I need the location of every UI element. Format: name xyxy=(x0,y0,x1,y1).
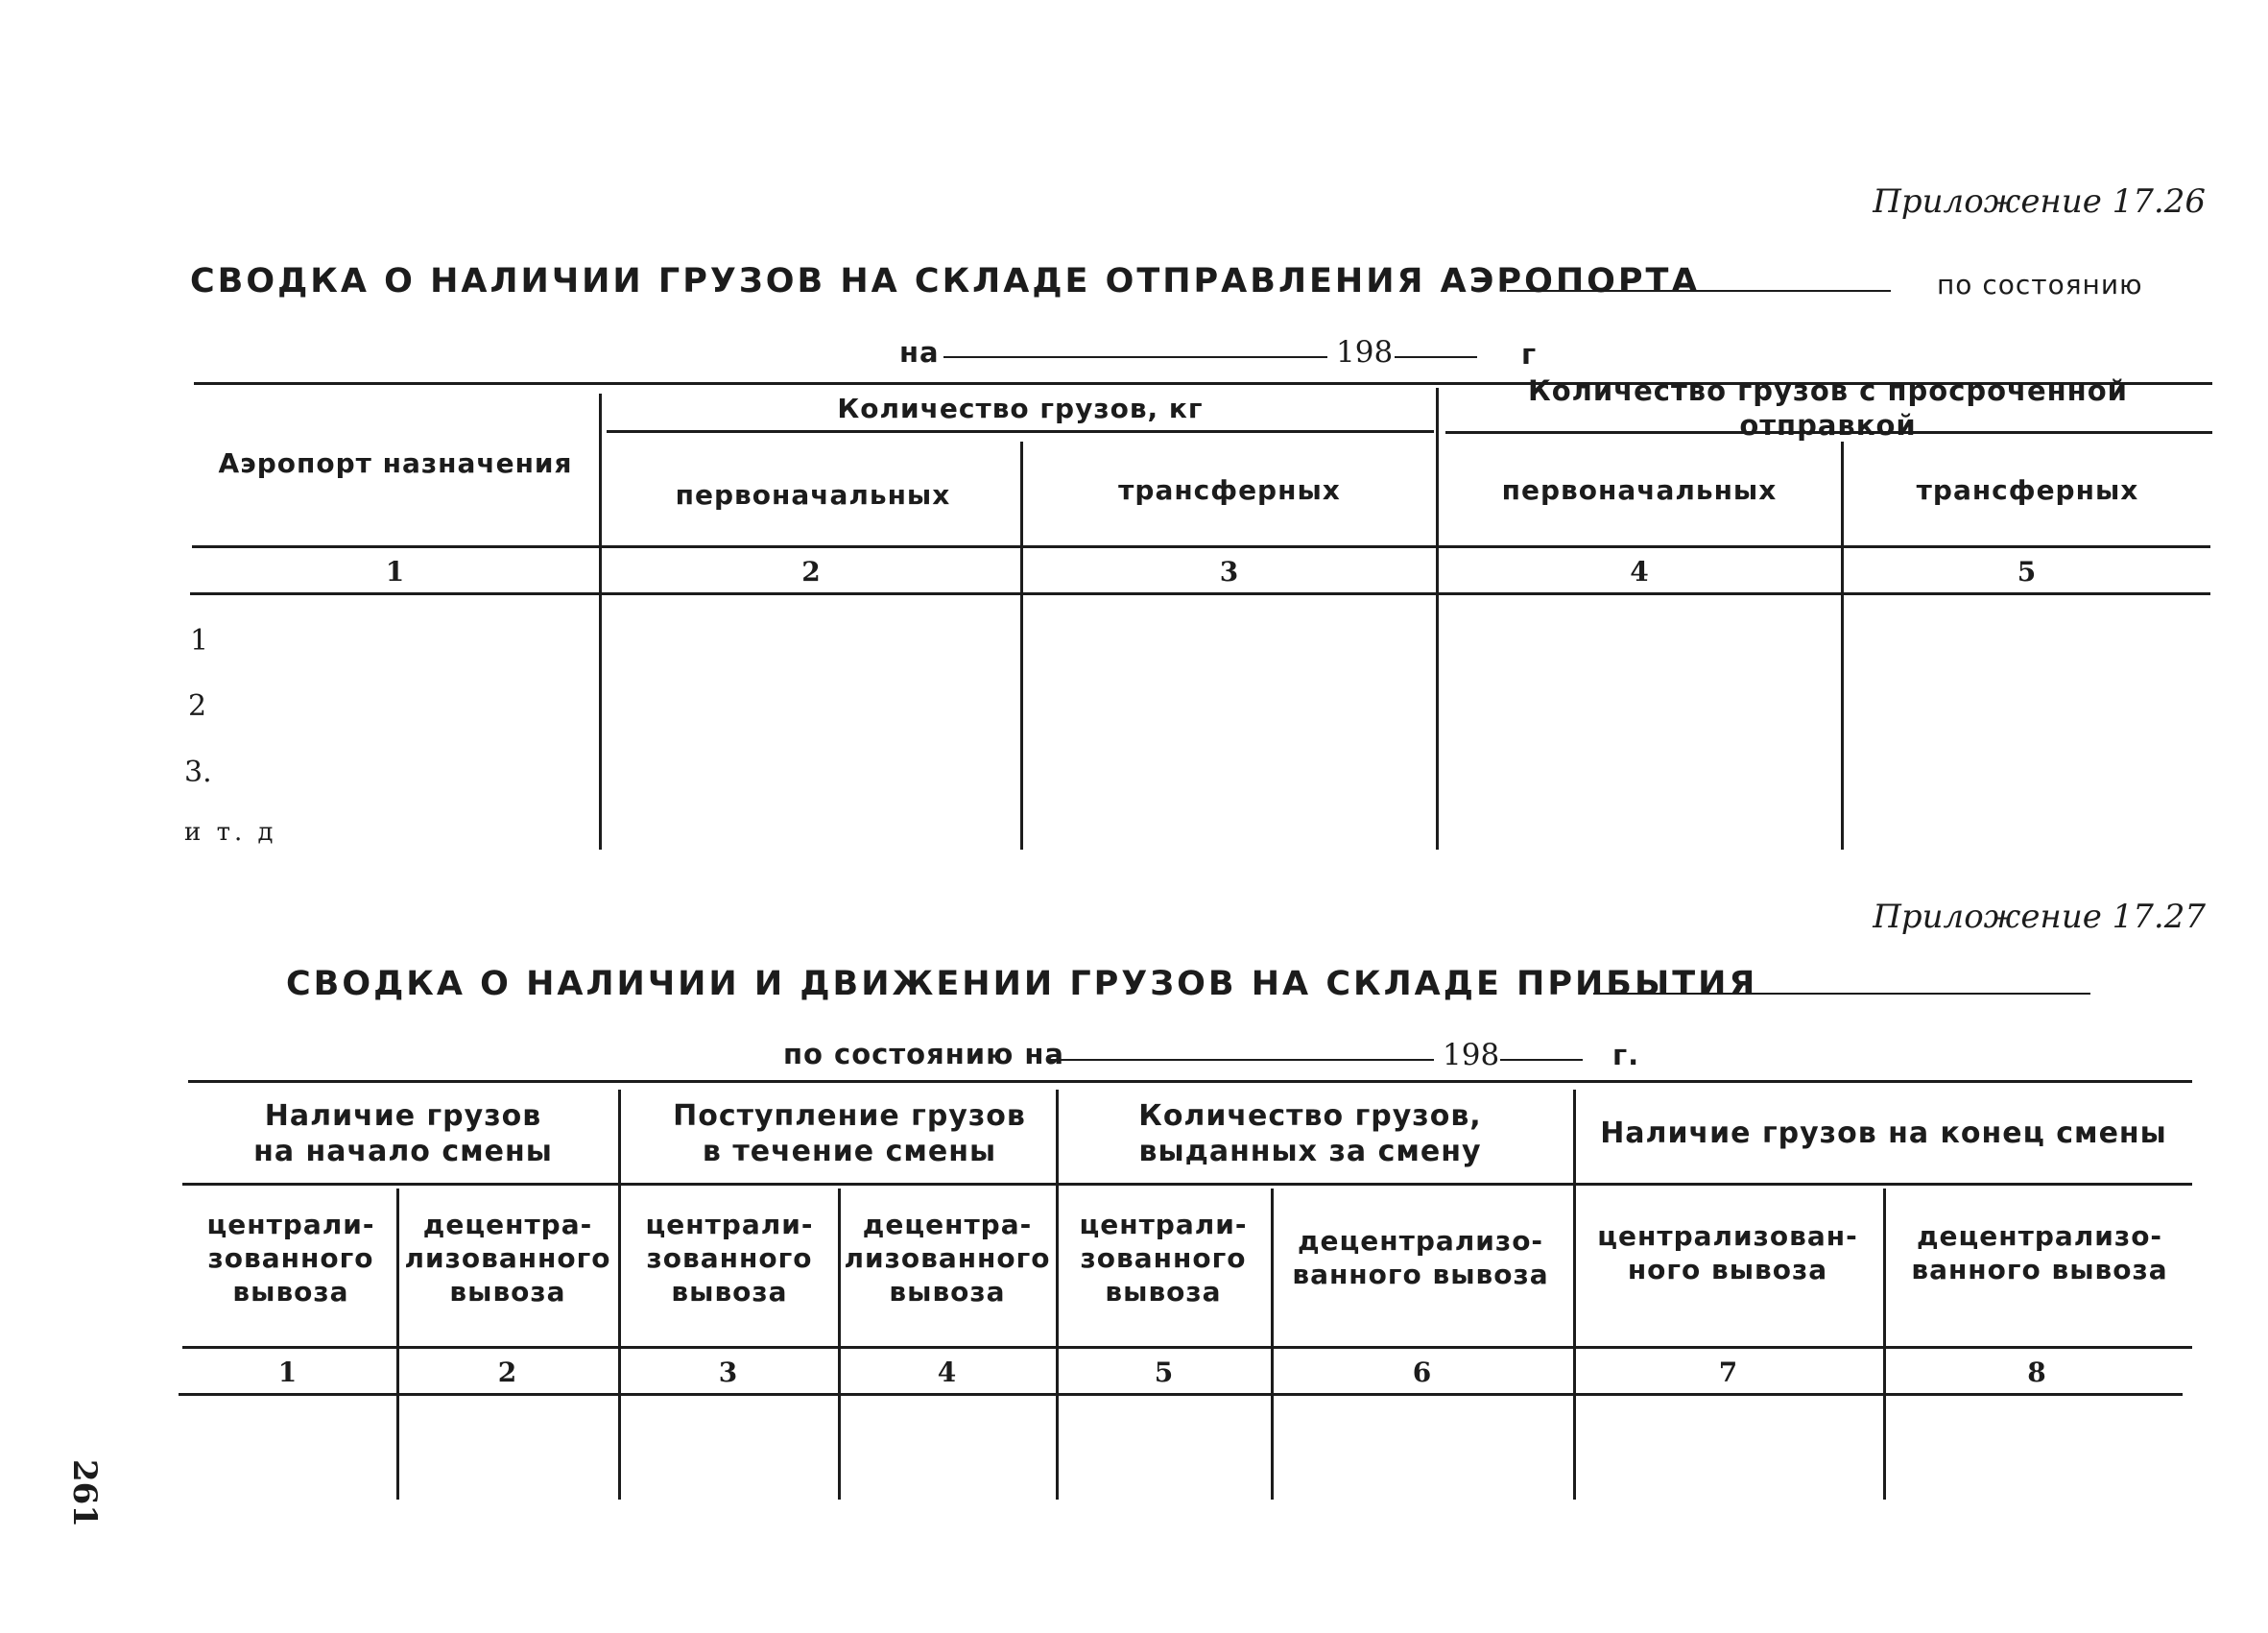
form1-airport-blank-line xyxy=(1507,290,1891,292)
form1-col-number-2: 2 xyxy=(801,555,822,588)
appendix-label-17-26: Приложение 17.26 xyxy=(1873,182,2206,221)
form2-numbers-bottom-rule xyxy=(179,1393,2183,1396)
form1-row-label-2: 2 xyxy=(188,689,207,723)
form2-subheader-1: централи- зованного вывоза xyxy=(206,1208,375,1308)
form1-col-number-5: 5 xyxy=(2017,555,2038,588)
appendix-label-17-27: Приложение 17.27 xyxy=(1873,898,2206,936)
form1-year-label: 198 xyxy=(1336,335,1394,370)
form2-date-blank-line xyxy=(1050,1059,1434,1061)
form2-groups-bottom-rule xyxy=(182,1183,2192,1186)
form1-col-divider-1 xyxy=(599,394,602,850)
form1-header-group-overdue: Количество грузов с просроченной отправкой xyxy=(1528,373,2128,442)
form1-subheader-initial: первоначальных xyxy=(675,478,951,511)
form2-header-bottom-rule xyxy=(182,1346,2192,1349)
form2-col-number-4: 4 xyxy=(937,1356,958,1388)
form1-date-prefix: на xyxy=(899,336,940,369)
form1-year-suffix: г xyxy=(1521,338,1538,371)
form2-table-top-rule xyxy=(188,1080,2192,1083)
form1-year-blank-line xyxy=(1395,356,1477,358)
form1-title: СВОДКА О НАЛИЧИИ ГРУЗОВ НА СКЛАДЕ ОТПРАВЛЕНИЯ АЭРОПОРТА xyxy=(190,262,1701,300)
form2-col-number-8: 8 xyxy=(2027,1356,2047,1388)
form2-subheader-6: децентрализо- ванного вывоза xyxy=(1292,1225,1549,1290)
form1-numbers-bottom-rule xyxy=(190,592,2210,595)
form1-col-number-1: 1 xyxy=(385,555,406,588)
form1-header-airport: Аэропорт назначения xyxy=(218,447,573,479)
form1-group1-underline xyxy=(607,430,1434,433)
form2-subheader-5: централи- зованного вывоза xyxy=(1079,1208,1248,1308)
form2-col-divider-7 xyxy=(1883,1189,1886,1500)
form2-warehouse-blank-line xyxy=(1593,993,2090,995)
form2-col-number-2: 2 xyxy=(497,1356,518,1388)
page-number: 261 xyxy=(65,1459,104,1527)
form2-col-divider-3 xyxy=(838,1189,841,1500)
form2-year-suffix: г. xyxy=(1612,1039,1640,1071)
form1-col-number-3: 3 xyxy=(1219,555,1240,588)
form1-col-divider-3 xyxy=(1436,388,1439,850)
form2-group-header-end: Наличие грузов на конец смены xyxy=(1600,1117,2167,1151)
form2-subheader-2: децентра- лизованного вывоза xyxy=(404,1208,611,1308)
form2-subheader-8: децентрализо- ванного вывоза xyxy=(1911,1220,2168,1285)
form1-header-group-quantity: Количество грузов, кг xyxy=(837,392,1204,424)
form2-col-divider-5 xyxy=(1271,1189,1274,1500)
form2-col-number-1: 1 xyxy=(277,1356,298,1388)
form1-row-label-etc: и т. д xyxy=(184,818,277,847)
form2-group-header-start: Наличие грузов на начало смены xyxy=(253,1098,553,1168)
form2-year-label: 198 xyxy=(1443,1038,1500,1072)
form1-col-divider-2 xyxy=(1020,442,1023,850)
form2-col-number-6: 6 xyxy=(1412,1356,1433,1388)
form2-col-number-3: 3 xyxy=(718,1356,739,1388)
form1-subheader-overdue-initial: первоначальных xyxy=(1501,473,1778,506)
form1-date-blank-line xyxy=(943,356,1327,358)
form1-col-divider-4 xyxy=(1841,442,1844,850)
form1-col-number-4: 4 xyxy=(1630,555,1650,588)
form2-subheader-7: централизован- ного вывоза xyxy=(1597,1220,1858,1285)
form1-row-label-1: 1 xyxy=(190,624,209,658)
form2-subheader-4: децентра- лизованного вывоза xyxy=(844,1208,1051,1308)
form1-row-label-3: 3. xyxy=(184,756,212,789)
form2-group-header-issued: Количество грузов, выданных за смену xyxy=(1138,1098,1482,1168)
form2-group-divider-1 xyxy=(618,1090,621,1500)
form2-year-blank-line xyxy=(1500,1059,1583,1061)
form2-col-number-7: 7 xyxy=(1718,1356,1739,1388)
form2-group-divider-3 xyxy=(1573,1090,1576,1500)
form2-group-divider-2 xyxy=(1056,1090,1059,1500)
form2-group-header-incoming: Поступление грузов в течение смены xyxy=(673,1098,1026,1168)
form2-subheader-3: централи- зованного вывоза xyxy=(645,1208,814,1308)
form1-subheader-transfer: трансферных xyxy=(1118,473,1341,506)
form2-col-divider-1 xyxy=(396,1189,399,1500)
form1-header-bottom-rule xyxy=(192,545,2210,548)
form2-date-prefix: по состоянию на xyxy=(783,1038,1064,1070)
form2-title: СВОДКА О НАЛИЧИИ И ДВИЖЕНИИ ГРУЗОВ НА СКЛАДЕ ПРИБЫТИЯ xyxy=(286,965,1758,1003)
form2-col-number-5: 5 xyxy=(1154,1356,1175,1388)
form1-state-label: по состоянию xyxy=(1937,269,2143,300)
form1-subheader-overdue-transfer: трансферных xyxy=(1916,473,2139,506)
